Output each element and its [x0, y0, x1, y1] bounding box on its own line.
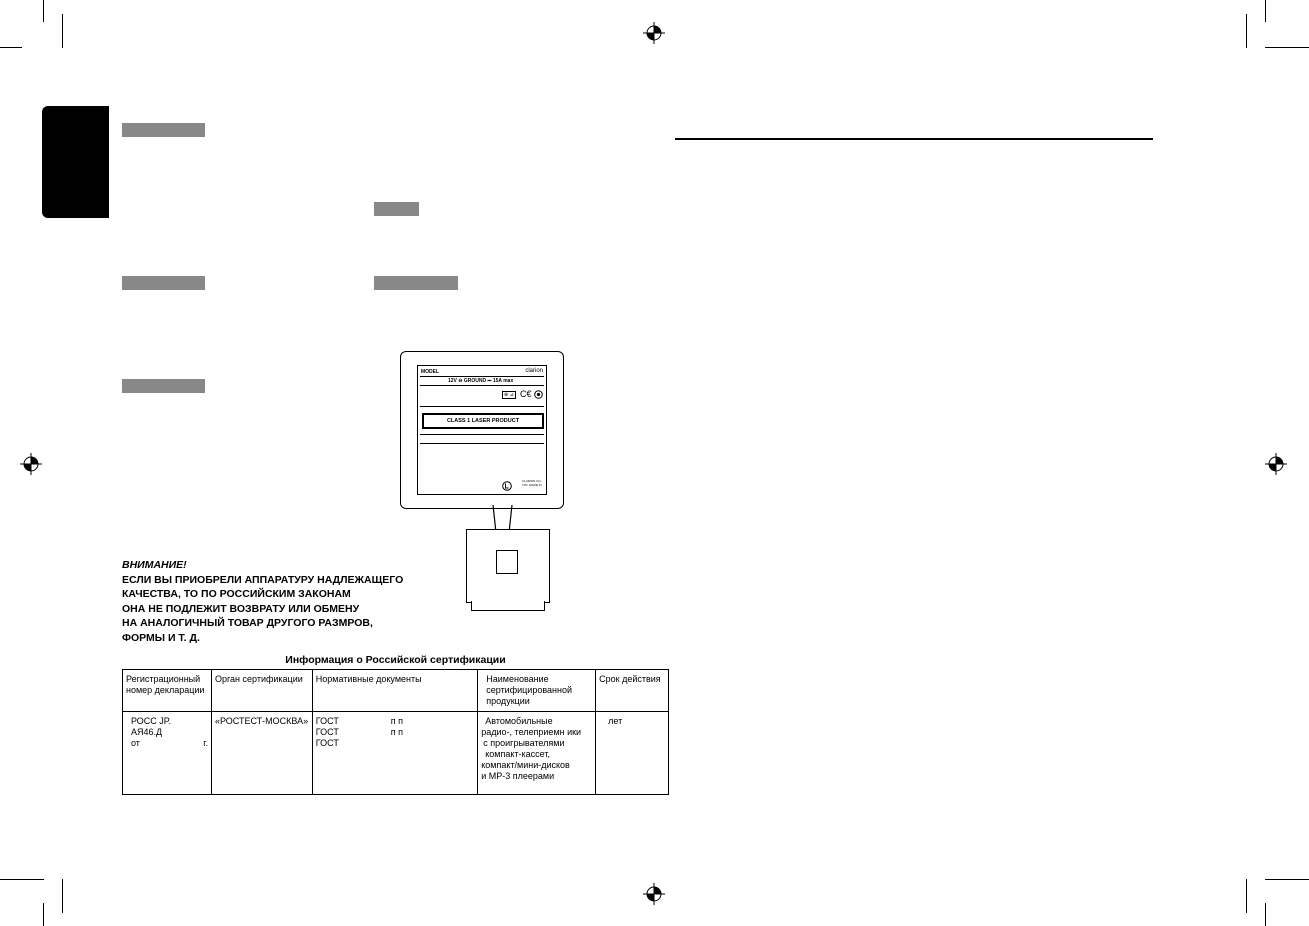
label-location-marker: [496, 550, 518, 574]
header-cell: Орган сертификации: [211, 670, 312, 712]
crop-mark: [43, 0, 44, 22]
doc-item: п п: [390, 727, 403, 737]
unit-base-illustration: [471, 601, 545, 611]
doc-line: [316, 738, 475, 749]
certification-title: Информация о Российской сертификации: [285, 654, 506, 666]
doc-code: ГОСТ: [315, 738, 339, 748]
section-heading-bar: [374, 202, 419, 216]
docs-cell: [312, 712, 478, 795]
label-rule: [420, 385, 544, 386]
warning-line: КАЧЕСТВА, ТО ПО РОССИЙСКИМ ЗАКОНАМ: [122, 588, 351, 600]
crop-mark: [62, 14, 63, 48]
reg-date-prefix: от: [131, 738, 140, 748]
label-rule: [420, 443, 544, 444]
crop-mark: [0, 47, 22, 48]
product-cell: [478, 712, 596, 795]
reg-line: РОСС JP.: [131, 716, 172, 726]
ce-mark-icon: C€: [520, 389, 532, 399]
header-cell: Регистрационный номер декларации: [123, 670, 212, 712]
term-cell: лет: [596, 712, 669, 795]
reg-date-line: [131, 738, 208, 749]
crop-mark: [1265, 0, 1266, 22]
doc-item: п п: [390, 716, 403, 726]
header-cell: Наименование сертифицированной продукции: [478, 670, 596, 712]
crop-mark: [1265, 47, 1309, 48]
laser-class-box: CLASS 1 LASER PRODUCT: [422, 413, 544, 429]
warning-title: ВНИМАНИЕ!: [122, 559, 187, 571]
product-line: и MP-3 плеерами: [481, 771, 555, 781]
section-divider: [675, 138, 1153, 140]
label-model: MODEL: [421, 369, 440, 375]
organ-cell: «РОСТЕСТ-МОСКВА»: [211, 712, 312, 795]
crop-mark: [1246, 879, 1247, 913]
registration-mark-icon: [1265, 453, 1287, 475]
registration-mark-icon: [20, 453, 42, 475]
section-heading-bar: [374, 276, 458, 290]
warning-line: ЕСЛИ ВЫ ПРИОБРЕЛИ АППАРАТУРУ НАДЛЕЖАЩЕГО: [122, 573, 404, 586]
product-line: радио-, телеприемн ики: [481, 727, 582, 737]
product-label: [417, 365, 547, 495]
section-heading-bar: [122, 276, 205, 290]
label-rule: [420, 434, 544, 435]
certification-table: [122, 669, 669, 795]
crop-mark: [0, 879, 44, 880]
recycle-mark-icon: [502, 481, 512, 491]
warning-line: НА АНАЛОГИЧНЫЙ ТОВАР ДРУГОГО РАЗМРОВ,: [122, 617, 373, 629]
reg-number-cell: [123, 712, 212, 795]
section-heading-bar: [122, 379, 205, 393]
product-line: с проигрывателями: [483, 738, 565, 748]
crop-mark: [43, 903, 44, 926]
certification-mark-icon: [534, 390, 543, 399]
doc-code: ГОСТ: [315, 727, 339, 737]
crop-mark: [1265, 903, 1266, 926]
label-brand: clarion: [525, 368, 543, 374]
warning-line: ОНА НЕ ПОДЛЕЖИТ ВОЗВРАТУ ИЛИ ОБМЕНУ: [122, 602, 360, 615]
label-mark-box: ⊕ ⊿: [504, 392, 514, 398]
header-cell: Срок действия: [596, 670, 669, 712]
reg-line: АЯ46.Д: [131, 727, 163, 737]
crop-mark: [62, 879, 63, 913]
language-side-tab: [42, 106, 109, 218]
doc-code: ГОСТ: [315, 716, 339, 726]
warning-block: [122, 558, 442, 645]
table-row: [123, 712, 669, 795]
reg-date-suffix: г.: [203, 738, 208, 748]
label-rule: [420, 406, 544, 407]
crop-mark: [1265, 879, 1309, 880]
registration-mark-icon: [643, 22, 665, 44]
doc-line: [316, 716, 475, 727]
section-heading-bar: [122, 123, 205, 137]
header-cell: Нормативные документы: [312, 670, 478, 712]
crop-mark: [1246, 14, 1247, 48]
label-rule: [420, 376, 544, 377]
table-header-row: [123, 670, 669, 712]
label-bottom-text: CLARION CO., LTD. MADE IN: [522, 479, 543, 487]
product-line: компакт-кассет,: [485, 749, 550, 759]
label-power: 12V ⊖ GROUND ⎓ 15A max: [448, 378, 514, 384]
product-line: компакт/мини-дисков: [481, 760, 570, 770]
doc-line: [316, 727, 475, 738]
registration-mark-icon: [643, 883, 665, 905]
product-line: Автомобильные: [485, 716, 553, 726]
warning-line: ФОРМЫ И Т. Д.: [122, 631, 200, 644]
